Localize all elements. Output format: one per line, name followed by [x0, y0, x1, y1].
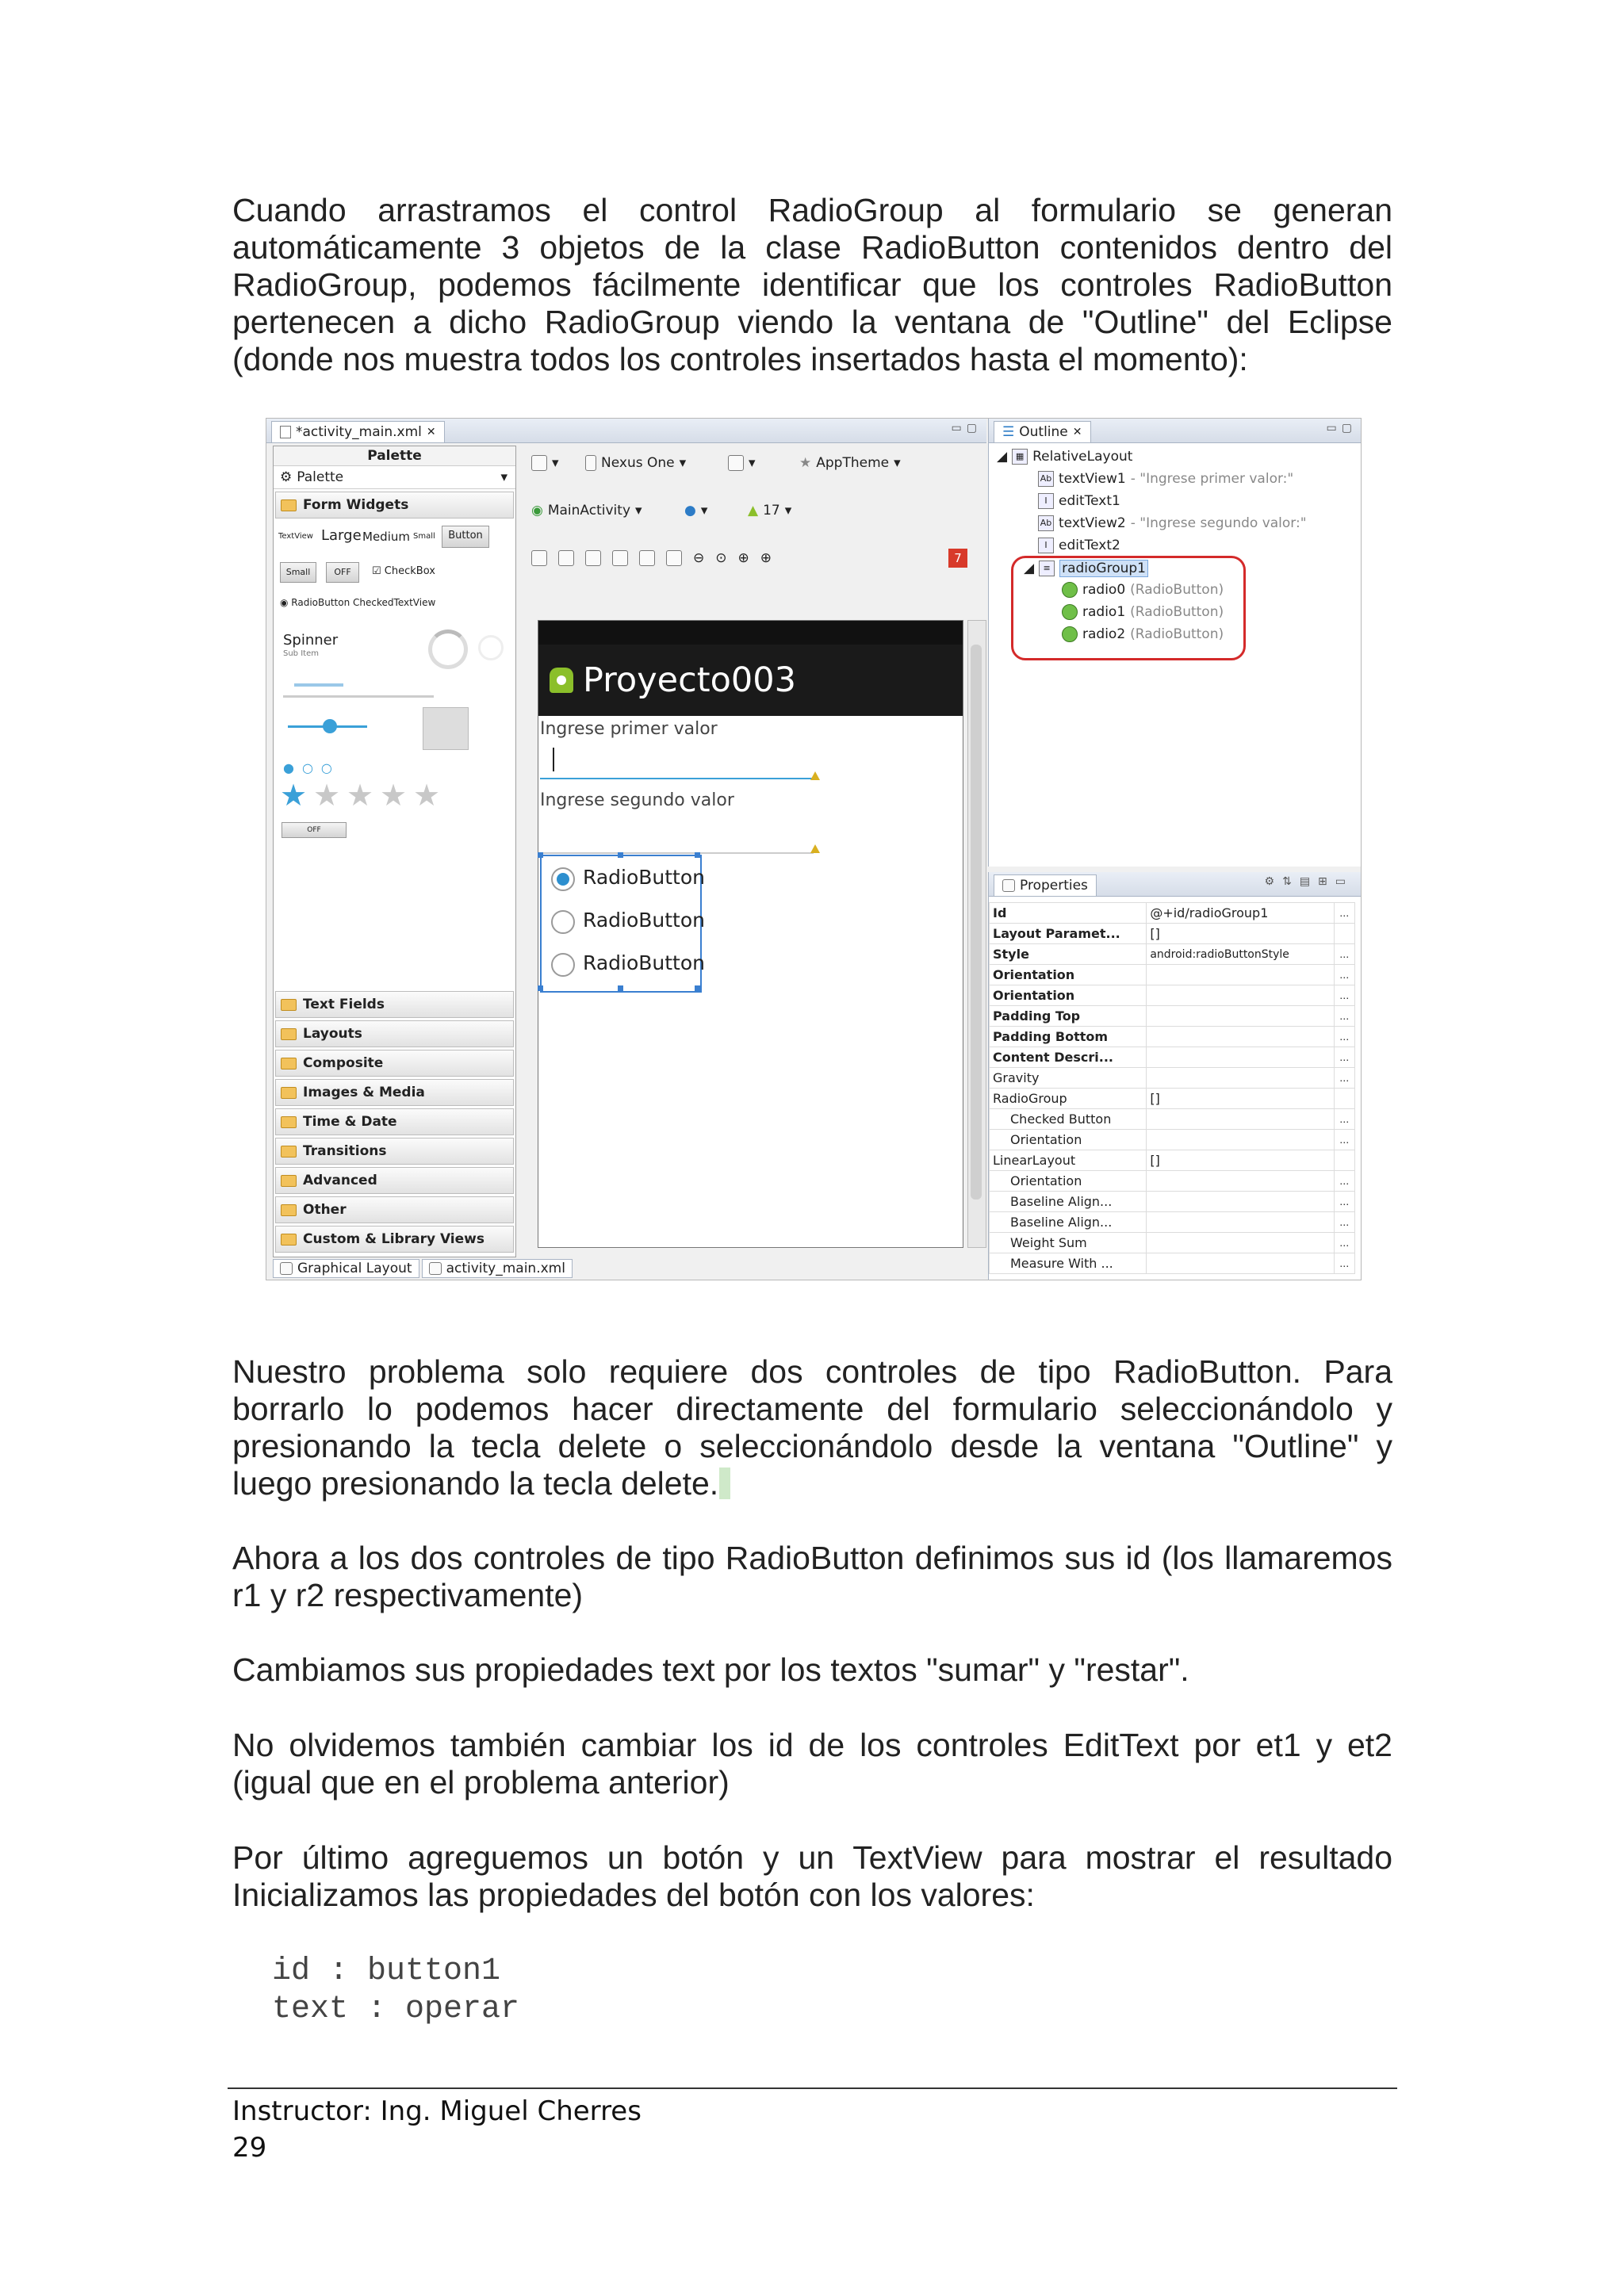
code-line-id: id : button1 — [272, 1954, 501, 1989]
app-title: Proyecto003 — [583, 660, 797, 700]
widget-spinner[interactable]: Spinner — [283, 632, 339, 649]
gear-icon: ⚙ — [280, 469, 293, 485]
ellipsis-icon: … — [1334, 944, 1355, 965]
table-row[interactable]: Gravity … — [990, 1068, 1355, 1089]
folder-icon — [281, 1146, 297, 1158]
properties-table — [989, 902, 1355, 1274]
widget-large[interactable]: Large — [321, 527, 362, 544]
outline-item[interactable]: I editText1 — [1038, 493, 1120, 509]
palette-header: Palette — [274, 446, 515, 466]
highlight-circle — [1011, 556, 1246, 660]
footer-divider — [228, 2087, 1397, 2089]
label-first-value[interactable]: Ingrese primer valor — [540, 719, 718, 739]
error-badge[interactable]: 7 — [948, 549, 967, 568]
fill-height-icon[interactable] — [558, 550, 574, 566]
ellipsis-icon: … — [1334, 903, 1355, 924]
xml-file-icon — [280, 426, 291, 438]
canvas-scrollbar[interactable] — [967, 620, 986, 1248]
form-widgets-area — [274, 521, 515, 989]
palette-combo[interactable]: ⚙ Palette ▾ — [274, 466, 515, 489]
widget-textview[interactable]: TextView — [278, 532, 313, 541]
radio-button-1[interactable] — [551, 910, 575, 934]
star-icon: ★ — [799, 455, 812, 471]
folder-icon — [281, 1234, 297, 1246]
widget-checkbox[interactable]: ☑ CheckBox — [372, 565, 435, 577]
tab-activity-main-xml[interactable]: activity_main.xml — [422, 1259, 573, 1278]
paragraph-button: Por último agreguemos un botón y un TextView para mostrar el resultado Inicializamos las propiedades del botón con los valores: — [232, 1839, 1392, 1913]
textview-icon: Ab — [1038, 515, 1054, 531]
ellipsis-icon: … — [1334, 1253, 1355, 1274]
table-row[interactable]: Padding Bottom … — [990, 1027, 1355, 1047]
widget-small[interactable]: Small — [413, 532, 435, 541]
collapse-icon: ◢ — [1024, 561, 1035, 576]
folder-icon — [281, 1175, 297, 1187]
palette-category[interactable]: Text Fields — [275, 991, 514, 1018]
warning-icon — [810, 771, 820, 780]
star-icon: ★ — [347, 778, 374, 813]
close-icon[interactable]: ✕ — [426, 426, 436, 438]
chevron-down-icon: ▾ — [500, 469, 508, 485]
radio-button-2[interactable] — [551, 953, 575, 977]
paragraph-intro: Cuando arrastramos el control RadioGroup al formulario se generan automáticamente 3 objetos de la clase RadioButton contenidos dentro del RadioGroup, podemos fácilmente identificar que los controles RadioButton pertenecen a dicho RadioGroup viendo la ventana de "Outline" del Eclipse (donde nos muestra todos los controles insertados hasta el momento): — [232, 192, 1392, 377]
table-row[interactable]: Orientation … — [990, 1130, 1355, 1150]
phone-icon — [585, 455, 596, 471]
resize-handle[interactable] — [618, 852, 623, 858]
zoom-in-icon[interactable]: ⊕ — [760, 550, 772, 566]
chevron-down-icon: ▾ — [700, 503, 708, 519]
palette-category[interactable]: Layouts — [275, 1020, 514, 1047]
chevron-down-icon: ▾ — [894, 455, 901, 471]
edittext-icon: I — [1038, 493, 1054, 509]
palette-category[interactable]: Transitions — [275, 1138, 514, 1165]
status-bar — [538, 621, 963, 645]
table-row[interactable]: Style android:radioButtonStyle … — [990, 944, 1355, 965]
ellipsis-icon: … — [1334, 1068, 1355, 1089]
folder-icon — [281, 1116, 297, 1128]
zoom-actual-icon[interactable]: ⊙ — [715, 550, 727, 566]
folder-icon — [281, 1204, 297, 1216]
ellipsis-icon: … — [1334, 1047, 1355, 1068]
rotate-icon — [728, 455, 744, 471]
table-row[interactable]: Measure With ... … — [990, 1253, 1355, 1274]
widget-radiobutton[interactable]: ◉ RadioButton CheckedTextView — [280, 597, 436, 608]
palette-category[interactable]: Advanced — [275, 1167, 514, 1194]
seekbar-thumb-icon — [323, 719, 337, 733]
outline-radio-item[interactable]: radio1 (RadioButton) — [1062, 604, 1224, 620]
ellipsis-icon: … — [1334, 1212, 1355, 1233]
radio-button-0[interactable] — [551, 867, 575, 891]
radio-dots-icon[interactable]: ●○○ — [283, 760, 340, 775]
paragraph-text-props: Cambiamos sus propiedades text por los textos "sumar" y "restar". — [232, 1651, 1189, 1688]
tab-graphical-layout[interactable]: Graphical Layout — [273, 1259, 419, 1278]
chevron-down-icon: ▾ — [679, 455, 687, 471]
gravity-icon[interactable] — [612, 550, 628, 566]
table-row[interactable]: Baseline Align... … — [990, 1192, 1355, 1212]
widget-button[interactable]: Button — [442, 526, 489, 548]
ellipsis-icon: … — [1334, 1171, 1355, 1192]
scroll-thumb[interactable] — [971, 645, 982, 1200]
outline-view — [988, 419, 1362, 867]
paragraph-ids: Ahora a los dos controles de tipo RadioButton definimos sus id (los llamaremos r1 y r2 respectivamente) — [232, 1540, 1392, 1613]
table-row[interactable]: Layout Paramet... [] — [990, 924, 1355, 944]
chevron-down-icon: ▾ — [749, 455, 756, 471]
properties-view — [988, 872, 1362, 1280]
palette-categories — [274, 991, 515, 1253]
star-icon: ★ — [413, 778, 441, 813]
ellipsis-icon: … — [1334, 1130, 1355, 1150]
table-row[interactable]: Baseline Align... … — [990, 1212, 1355, 1233]
widget-small-button[interactable]: Small — [280, 562, 316, 583]
palette-category[interactable]: Images & Media — [275, 1079, 514, 1106]
paragraph-edittext: No olvidemos también cambiar los id de los controles EditText por et1 y et2 (igual que en el problema anterior) — [232, 1727, 1392, 1800]
zoom-out-icon[interactable]: ⊖ — [693, 550, 705, 566]
table-row[interactable]: Content Descri... … — [990, 1047, 1355, 1068]
resize-handle[interactable] — [618, 985, 623, 991]
outline-item[interactable]: Ab textView2 - "Ingrese segundo valor:" — [1038, 515, 1307, 531]
outline-radio-group[interactable]: ◢ ≡ radioGroup1 — [1024, 560, 1148, 577]
window-controls[interactable]: ▭▢ — [951, 422, 982, 434]
table-row[interactable]: Orientation … — [990, 965, 1355, 985]
radio-group-selection[interactable] — [540, 855, 705, 993]
widget-switch[interactable]: OFF — [282, 822, 347, 838]
config-icon — [531, 455, 547, 471]
android-icon — [550, 668, 573, 693]
theme-dropdown[interactable]: ★ AppTheme ▾ — [799, 455, 901, 471]
properties-toolbar[interactable]: ⚙⇅▤⊞▭ — [1264, 875, 1354, 888]
android-icon: ▲ — [748, 503, 759, 519]
globe-icon: ● — [684, 503, 696, 519]
star-icon: ★ — [380, 778, 408, 813]
palette-category[interactable]: Other — [275, 1196, 514, 1223]
locale-dropdown[interactable] — [684, 503, 707, 519]
ellipsis-icon: … — [1334, 1006, 1355, 1027]
editor-bottom-tabs — [273, 1259, 575, 1278]
table-row[interactable]: Padding Top … — [990, 1006, 1355, 1027]
table-row[interactable]: LinearLayout [] — [990, 1150, 1355, 1171]
outline-item[interactable]: Ab textView1 - "Ingrese primer valor:" — [1038, 471, 1293, 487]
editor-tabbar — [266, 419, 986, 443]
textview-icon: Ab — [1038, 471, 1054, 487]
paragraph-delete: Nuestro problema solo requiere dos controles de tipo RadioButton. Para borrarlo lo podemos hacer directamente del formulario seleccionándolo y presionando la tecla delete o seleccionándolo desde la ventana "Outline" y luego presionando la tecla delete. — [232, 1353, 1392, 1502]
widget-medium[interactable]: Medium — [362, 530, 410, 544]
resize-handle[interactable] — [695, 852, 700, 858]
table-row[interactable]: Id @+id/radioGroup1 … — [990, 903, 1355, 924]
ellipsis-icon: … — [1334, 985, 1355, 1006]
folder-icon — [281, 499, 297, 511]
table-row[interactable]: Checked Button … — [990, 1109, 1355, 1130]
folder-icon — [281, 1087, 297, 1099]
outline-tabbar — [989, 419, 1362, 443]
properties-icon — [1002, 879, 1015, 892]
layout-config-dropdown[interactable] — [531, 455, 559, 471]
radio-label-1: RadioButton — [583, 909, 705, 932]
device-dropdown[interactable]: Nexus One ▾ — [585, 455, 686, 471]
code-line-text: text : operar — [272, 1992, 520, 2027]
resize-handle[interactable] — [695, 985, 700, 991]
label-second-value[interactable]: Ingrese segundo valor — [540, 790, 734, 810]
progress-icon[interactable] — [428, 629, 468, 669]
edit-text-2[interactable] — [540, 852, 814, 854]
device-preview — [538, 620, 963, 1248]
action-bar — [538, 645, 963, 716]
window-controls[interactable]: ▭▢ — [1326, 422, 1357, 434]
resize-handle[interactable] — [538, 985, 543, 991]
palette-category[interactable]: Custom & Library Views — [275, 1226, 514, 1253]
radiogroup-icon: ≡ — [1039, 561, 1055, 576]
radio-label-2: RadioButton — [583, 951, 705, 974]
properties-tabbar — [989, 872, 1362, 897]
progress-bar-icon[interactable] — [294, 683, 343, 687]
ellipsis-icon: … — [1334, 1192, 1355, 1212]
zoom-fit-icon[interactable]: ⊕ — [737, 550, 749, 566]
ellipsis-icon: … — [1334, 1233, 1355, 1253]
table-row[interactable]: Orientation … — [990, 985, 1355, 1006]
edittext-icon: I — [1038, 538, 1054, 553]
text-cursor — [553, 748, 554, 771]
ellipsis-icon: … — [1334, 1109, 1355, 1130]
widget-toggle[interactable]: OFF — [326, 562, 359, 583]
orientation-dropdown[interactable] — [728, 455, 756, 471]
chevron-down-icon: ▾ — [552, 455, 559, 471]
folder-icon — [281, 999, 297, 1011]
tab-properties[interactable]: Properties — [994, 874, 1097, 896]
table-row[interactable]: Orientation … — [990, 1171, 1355, 1192]
activity-icon: ◉ — [531, 503, 543, 519]
fill-width-icon[interactable] — [531, 550, 547, 566]
radio-label-0: RadioButton — [583, 866, 705, 889]
layout-icon — [280, 1262, 293, 1275]
table-row[interactable]: RadioGroup [] — [990, 1089, 1355, 1109]
close-icon[interactable]: ✕ — [1072, 426, 1082, 438]
widget-spinner-subitem: Sub Item — [283, 649, 319, 658]
chevron-down-icon: ▾ — [784, 503, 792, 519]
chevron-down-icon: ▾ — [635, 503, 642, 519]
table-row[interactable]: Weight Sum … — [990, 1233, 1355, 1253]
image-placeholder-icon[interactable] — [423, 707, 469, 750]
tab-outline[interactable]: ☰ Outline ✕ — [994, 421, 1091, 442]
folder-icon — [281, 1058, 297, 1070]
margins-icon[interactable] — [585, 550, 601, 566]
outline-item[interactable]: I editText2 — [1038, 538, 1120, 553]
footer-instructor: Instructor: Ing. Miguel Cherres — [232, 2095, 642, 2127]
outline-radio-item[interactable]: radio2 (RadioButton) — [1062, 626, 1224, 642]
progress-bar-track — [283, 695, 434, 698]
api-dropdown[interactable]: ▲ 17 ▾ — [748, 503, 792, 519]
highlight-mark — [719, 1468, 730, 1499]
outline-radio-item[interactable]: radio0 (RadioButton) — [1062, 582, 1224, 598]
star-icon: ★ — [313, 778, 341, 813]
distribute-icon[interactable] — [639, 550, 655, 566]
eclipse-screenshot — [266, 418, 1362, 1280]
page-number: 29 — [232, 2132, 267, 2164]
palette-category[interactable]: Time & Date — [275, 1108, 514, 1135]
collapse-icon: ◢ — [997, 449, 1008, 465]
small-progress-icon[interactable] — [478, 635, 504, 660]
layout-actions-toolbar — [531, 550, 772, 566]
ellipsis-icon: … — [1334, 965, 1355, 985]
tab-activity-main[interactable]: *activity_main.xml ✕ — [271, 421, 445, 442]
ellipsis-icon: … — [1334, 1027, 1355, 1047]
edit-text-1[interactable] — [540, 778, 814, 779]
outline-icon: ☰ — [1002, 424, 1015, 440]
category-form-widgets[interactable]: Form Widgets — [275, 492, 514, 519]
layout-icon: ▦ — [1012, 449, 1028, 465]
palette-panel — [273, 446, 516, 1257]
outline-relative-layout[interactable]: ◢ ▦ RelativeLayout — [997, 449, 1133, 465]
palette-category[interactable]: Composite — [275, 1050, 514, 1077]
folder-icon — [281, 1028, 297, 1040]
resize-handle[interactable] — [538, 852, 543, 858]
activity-dropdown[interactable]: ◉ MainActivity ▾ — [531, 503, 642, 519]
xml-file-icon — [429, 1262, 442, 1275]
baseline-icon[interactable] — [666, 550, 682, 566]
warning-icon — [810, 844, 820, 853]
star-icon[interactable]: ★ — [280, 778, 308, 813]
